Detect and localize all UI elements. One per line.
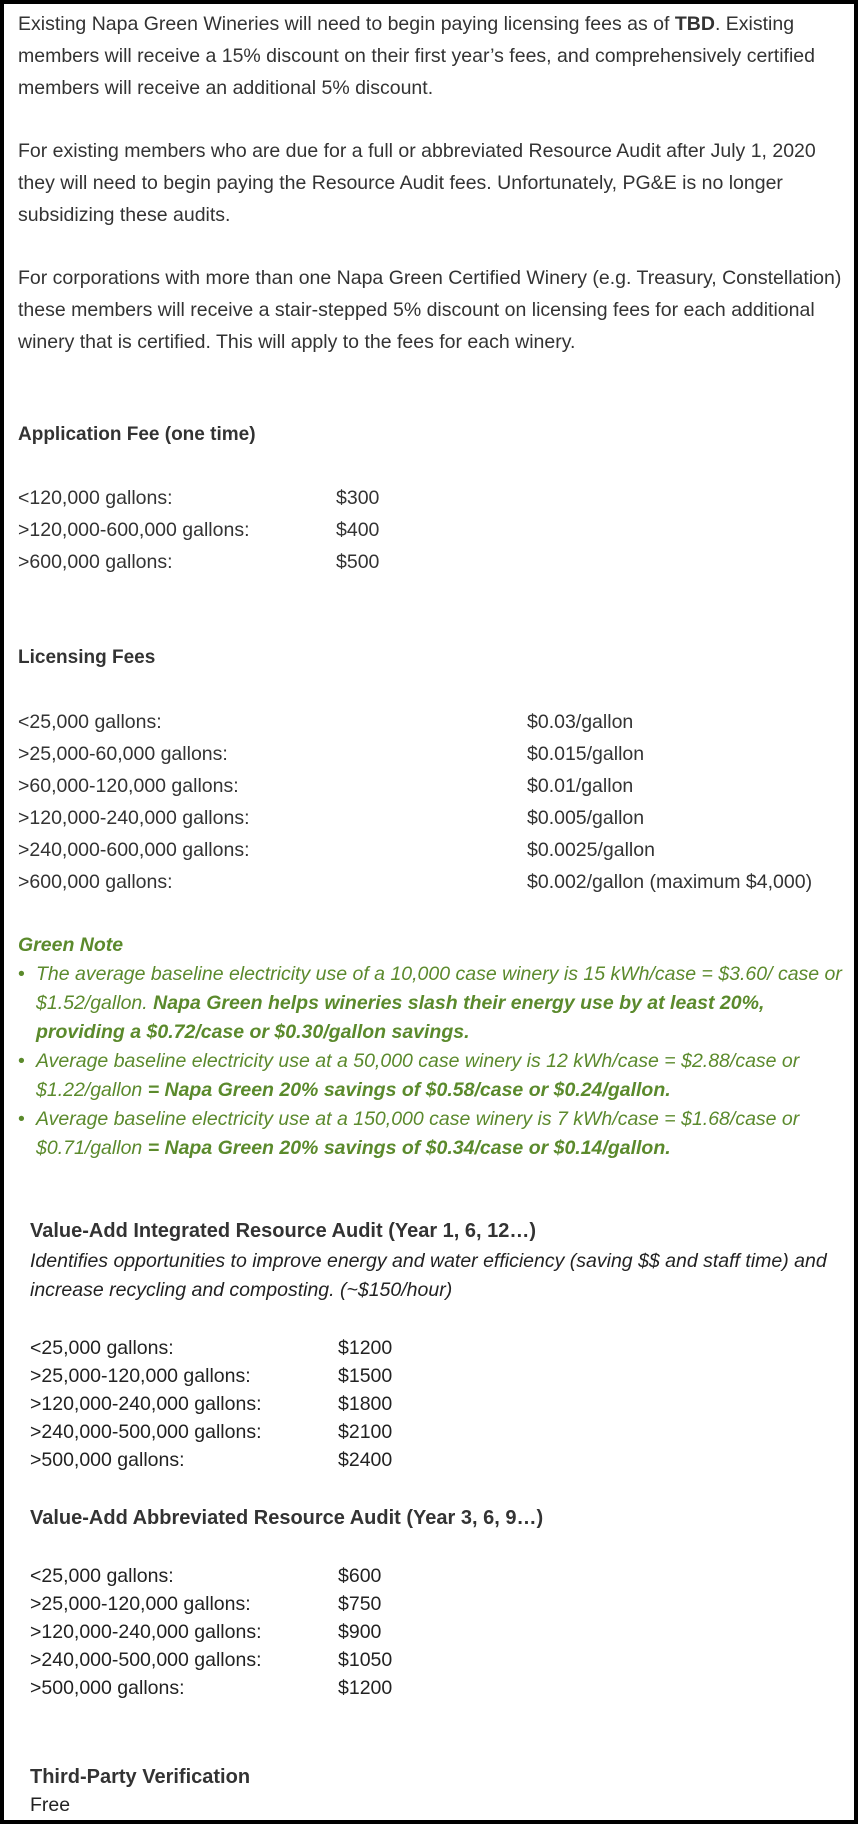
- row-value: $0.01/gallon: [527, 775, 634, 797]
- integrated-audit-row: [30, 1362, 630, 1390]
- row-value: $750: [338, 1593, 382, 1615]
- application-fee-row: [18, 546, 848, 578]
- intro-paragraph-1: [18, 8, 848, 104]
- row-value: $0.03/gallon: [527, 711, 634, 733]
- integrated-audit-row: [30, 1390, 630, 1418]
- row-value: $1050: [338, 1649, 393, 1671]
- intro-p1-before: Existing Napa Green Wineries will need to begin paying licensing fees as of: [18, 13, 675, 35]
- row-label: >120,000-240,000 gallons:: [30, 1621, 262, 1643]
- row-value: $300: [336, 487, 380, 509]
- integrated-audit-heading: Value-Add Integrated Resource Audit (Year 1, 6, 12…): [30, 1220, 537, 1242]
- licensing-fee-row: [18, 802, 848, 834]
- row-value: $0.005/gallon: [527, 807, 645, 829]
- verification-heading: Third-Party Verification: [30, 1766, 251, 1788]
- bullet-icon: •: [18, 1050, 25, 1072]
- bullet-text: The average baseline electricity use of a 10,000 case winery is 15 kWh/case = $3.60/ case or $1.52/gallon.: [36, 963, 842, 1014]
- bullet-bold: = Napa Green 20% savings of $0.58/case or $0.24/gallon.: [147, 1079, 671, 1101]
- row-value: $0.015/gallon: [527, 743, 645, 765]
- row-label: >25,000-120,000 gallons:: [30, 1593, 251, 1615]
- row-value: $400: [336, 519, 380, 541]
- intro-p1-after: . Existing members will receive a 15% discount on their first year’s fees, and comprehensively certified members will receive an additional 5% discount.: [18, 13, 815, 99]
- intro-p1-bold: TBD: [674, 13, 715, 35]
- application-fee-heading: Application Fee (one time): [18, 424, 256, 445]
- bullet-bold: Napa Green helps wineries slash their energy use by at least 20%, providing a $0.72/case or $0.30/gallon savings.: [36, 992, 765, 1043]
- row-value: $1200: [338, 1337, 393, 1359]
- row-label: <25,000 gallons:: [30, 1337, 174, 1359]
- row-label: >500,000 gallons:: [30, 1449, 185, 1471]
- row-value: $0.0025/gallon: [527, 839, 655, 861]
- integrated-audit-row: [30, 1334, 630, 1362]
- green-note-bullet: [18, 1105, 848, 1163]
- abbreviated-audit-heading: Value-Add Abbreviated Resource Audit (Year 3, 6, 9…): [30, 1507, 544, 1529]
- abbreviated-audit-row: [30, 1562, 630, 1590]
- row-value: $2400: [338, 1449, 393, 1471]
- licensing-fee-row: [18, 866, 848, 898]
- row-label: >60,000-120,000 gallons:: [18, 775, 239, 797]
- row-label: <25,000 gallons:: [30, 1565, 174, 1587]
- abbreviated-audit-row: [30, 1674, 630, 1702]
- row-label: <25,000 gallons:: [18, 711, 162, 733]
- integrated-audit-row: [30, 1418, 630, 1446]
- row-label: >600,000 gallons:: [18, 871, 173, 893]
- intro-paragraph-2: For existing members who are due for a full or abbreviated Resource Audit after July 1, 2020 they will need to begin paying the Resource Audit fees. Unfortunately, PG&E is no longer subsidizing these audits.: [18, 140, 816, 226]
- intro-paragraph-3: For corporations with more than one Napa Green Certified Winery (e.g. Treasury, Constellation) these members will receive a stair-stepped 5% discount on licensing fees for each additional winery that is certified. This will apply to the fees for each winery.: [18, 267, 842, 353]
- integrated-audit-description: Identifies opportunities to improve energy and water efficiency (saving $$ and staff time) and increase recycling and composting. (~$150/hour): [30, 1250, 827, 1301]
- application-fee-row: [18, 482, 848, 514]
- row-label: >25,000-120,000 gallons:: [30, 1365, 251, 1387]
- bullet-text: Average baseline electricity use at a 150,000 case winery is 7 kWh/case = $1.68/case or $0.71/gallon: [36, 1108, 800, 1159]
- verification-value: Free: [30, 1794, 71, 1816]
- green-note-title: Green Note: [18, 934, 124, 956]
- abbreviated-audit-row: [30, 1618, 630, 1646]
- licensing-fee-row: [18, 770, 848, 802]
- row-value: $500: [336, 551, 380, 573]
- row-label: >500,000 gallons:: [30, 1677, 185, 1699]
- row-label: >120,000-240,000 gallons:: [18, 807, 250, 829]
- row-label: >240,000-600,000 gallons:: [18, 839, 250, 861]
- abbreviated-audit-row: [30, 1590, 630, 1618]
- row-value: $600: [338, 1565, 382, 1587]
- licensing-fees-heading: Licensing Fees: [18, 647, 156, 668]
- row-label: >240,000-500,000 gallons:: [30, 1421, 262, 1443]
- green-note-bullet: [18, 960, 848, 1047]
- bullet-icon: •: [18, 963, 25, 985]
- row-label: >120,000-240,000 gallons:: [30, 1393, 262, 1415]
- row-label: >240,000-500,000 gallons:: [30, 1649, 262, 1671]
- bullet-icon: •: [18, 1108, 25, 1130]
- bullet-text: Average baseline electricity use at a 50,000 case winery is 12 kWh/case = $2.88/case or $1.22/gallon: [36, 1050, 800, 1101]
- row-label: >600,000 gallons:: [18, 551, 173, 573]
- green-note-bullet: [18, 1047, 848, 1105]
- row-value: $900: [338, 1621, 382, 1643]
- row-value: $0.002/gallon (maximum $4,000): [527, 871, 813, 893]
- row-value: $1800: [338, 1393, 393, 1415]
- application-fee-row: [18, 514, 848, 546]
- green-note-list: [18, 960, 848, 1163]
- licensing-fee-row: [18, 834, 848, 866]
- row-label: >25,000-60,000 gallons:: [18, 743, 228, 765]
- green-note: [18, 931, 848, 1163]
- licensing-fee-row: [18, 738, 848, 770]
- row-value: $1500: [338, 1365, 393, 1387]
- row-value: $1200: [338, 1677, 393, 1699]
- integrated-audit-row: [30, 1446, 630, 1474]
- licensing-fee-row: [18, 706, 848, 738]
- row-label: >120,000-600,000 gallons:: [18, 519, 250, 541]
- abbreviated-audit-row: [30, 1646, 630, 1674]
- bullet-bold: = Napa Green 20% savings of $0.34/case or $0.14/gallon.: [147, 1137, 671, 1159]
- row-label: <120,000 gallons:: [18, 487, 173, 509]
- row-value: $2100: [338, 1421, 393, 1443]
